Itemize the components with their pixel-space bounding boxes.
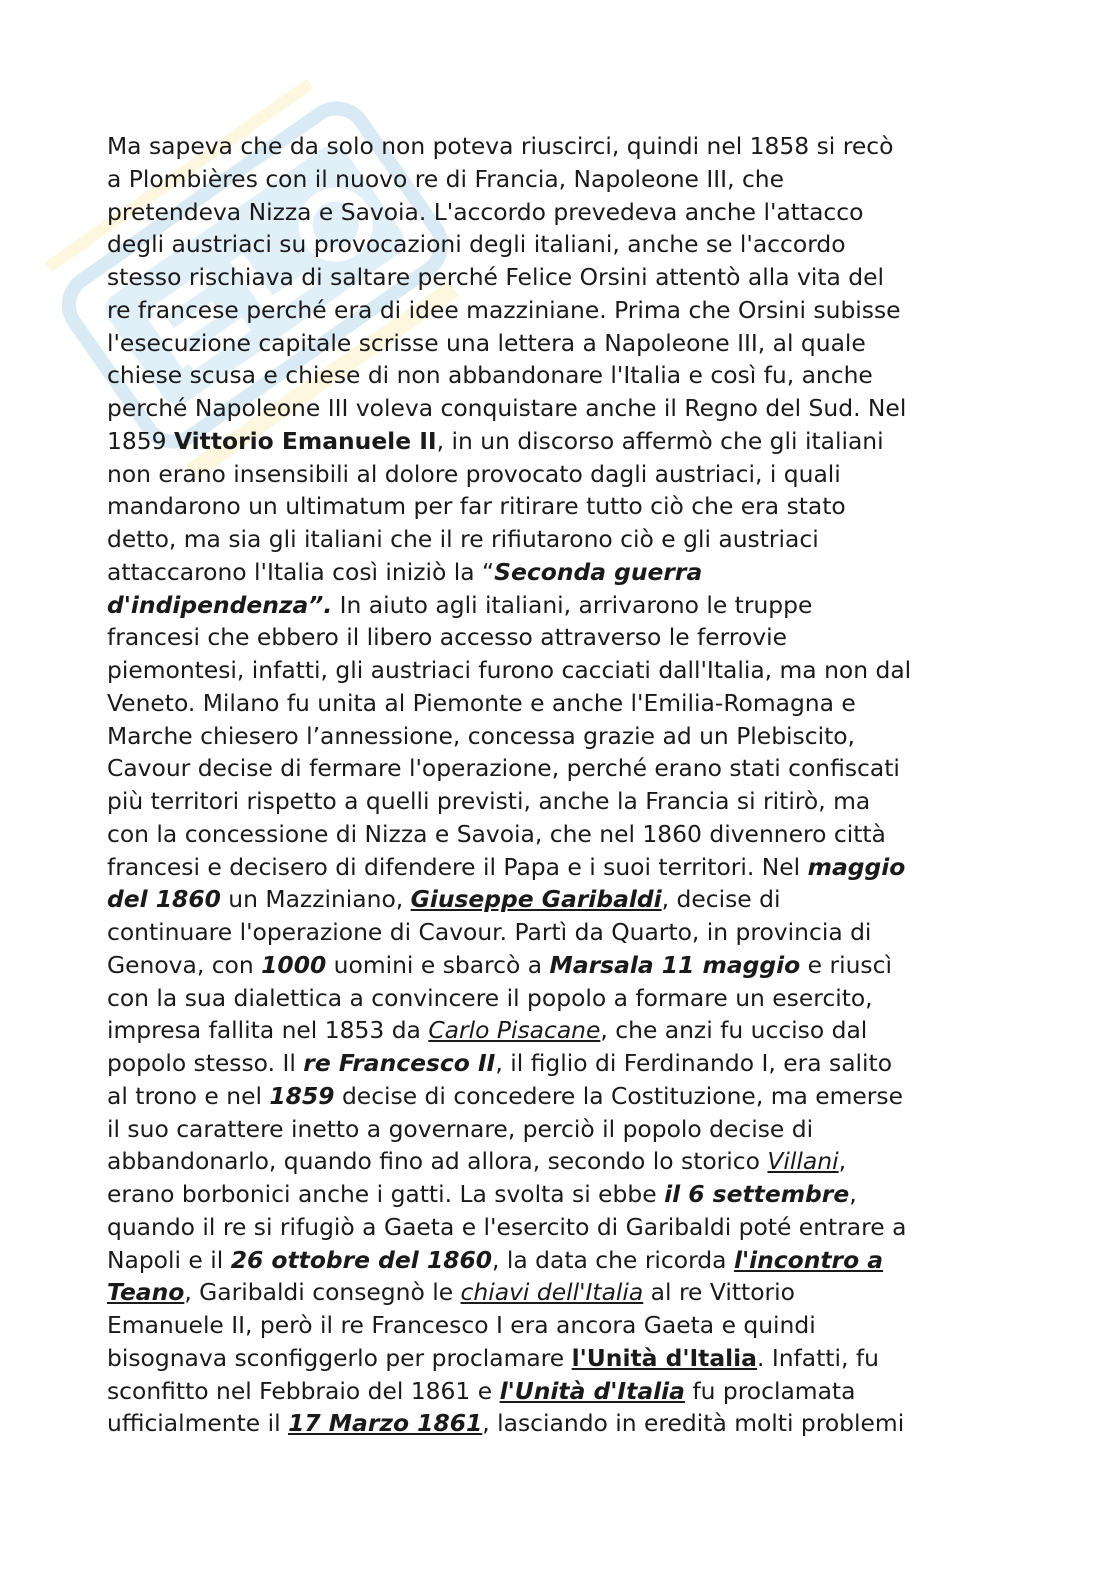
- text-run: abbandonarlo, quando fino ad allora, secondo lo storico: [107, 1147, 768, 1176]
- text-line: [107, 785, 1012, 818]
- text-run: Ma sapeva che da solo non poteva riuscirci, quindi nel 1858 si recò: [107, 132, 894, 160]
- text-line: [107, 392, 1012, 425]
- text-run: , decise di: [661, 885, 781, 914]
- text-run: popolo stesso. Il: [107, 1049, 304, 1077]
- text-line: [107, 261, 1012, 294]
- text-line: [107, 818, 1012, 851]
- emphasized-text: 1000: [261, 950, 327, 979]
- text-run: Marche chiesero l’annessione, concessa grazie ad un Plebiscito,: [107, 721, 855, 750]
- text-line: [107, 687, 1012, 720]
- text-line: [107, 1047, 1012, 1080]
- text-run: , in un discorso affermò che gli italiani: [436, 426, 884, 455]
- text-line: [107, 1014, 1012, 1047]
- text-run: degli austriaci su provocazioni degli italiani, anche se l'accordo: [107, 230, 846, 259]
- text-run: bisognava sconfiggerlo per proclamare: [107, 1343, 572, 1372]
- text-line: [107, 163, 1012, 196]
- text-run: , Garibaldi consegnò le: [184, 1278, 461, 1307]
- text-line: [107, 1211, 1012, 1244]
- text-run: Emanuele II, però il re Francesco I era ancora Gaeta e quindi: [107, 1311, 816, 1339]
- document-body: [107, 130, 1012, 1440]
- text-line: [107, 130, 1012, 163]
- text-line: [107, 1244, 1012, 1277]
- text-run: In aiuto agli italiani, arrivarono le truppe: [332, 590, 813, 619]
- text-run: con la sua dialettica a convincere il popolo a formare un esercito,: [107, 983, 873, 1012]
- text-run: mandarono un ultimatum per far ritirare tutto ciò che era stato: [107, 492, 846, 521]
- emphasized-text: Giuseppe Garibaldi: [410, 885, 662, 914]
- emphasized-text: Seconda guerra: [494, 557, 703, 586]
- text-line: [107, 1375, 1012, 1408]
- text-run: francesi che ebbero il libero accesso attraverso le ferrovie: [107, 623, 788, 652]
- text-run: chiese scusa e chiese di non abbandonare l'Italia e così fu, anche: [107, 361, 873, 390]
- text-run: al re Vittorio: [643, 1278, 795, 1307]
- text-line: [107, 1080, 1012, 1113]
- text-run: , che anzi fu ucciso dal: [600, 1016, 868, 1045]
- emphasized-text: Villani: [767, 1147, 839, 1176]
- emphasized-text: l'Unità d'Italia: [571, 1343, 757, 1372]
- text-run: a Plombières con il nuovo re di Francia, Napoleone III, che: [107, 164, 785, 193]
- text-line: [107, 523, 1012, 556]
- text-run: Napoli e il: [107, 1245, 231, 1274]
- text-run: decise di concedere la Costituzione, ma emerse: [334, 1081, 904, 1110]
- text-line: [107, 1309, 1012, 1342]
- text-line: [107, 1145, 1012, 1178]
- text-line: [107, 883, 1012, 916]
- text-run: detto, ma sia gli italiani che il re rifiutarono ciò e gli austriaci: [107, 525, 819, 553]
- text-run: fu proclamata: [684, 1376, 856, 1405]
- text-run: uomini e sbarcò a: [326, 950, 550, 979]
- text-run: erano borbonici anche i gatti. La svolta si ebbe: [107, 1180, 665, 1208]
- emphasized-text: re Francesco II: [303, 1049, 496, 1077]
- emphasized-text: Vittorio Emanuele II: [173, 426, 437, 455]
- text-run: e riuscì: [800, 950, 892, 979]
- text-line: [107, 1407, 1012, 1440]
- text-line: [107, 654, 1012, 687]
- text-line: [107, 294, 1012, 327]
- emphasized-text: Carlo Pisacane: [428, 1016, 601, 1045]
- text-run: re francese perché era di idee mazziniane. Prima che Orsini subisse: [107, 295, 901, 324]
- text-run: pretendeva Nizza e Savoia. L'accordo prevedeva anche l'attacco: [107, 197, 864, 226]
- emphasized-text: l'Unità d'Italia: [499, 1376, 685, 1405]
- emphasized-text: 17 Marzo 1861: [288, 1409, 483, 1438]
- emphasized-text: 1859: [269, 1081, 335, 1110]
- text-run: con la concessione di Nizza e Savoia, che nel 1860 divennero città: [107, 819, 886, 848]
- text-run: ,: [838, 1147, 847, 1176]
- text-line: [107, 752, 1012, 785]
- text-line: [107, 490, 1012, 523]
- text-run: sconfitto nel Febbraio del 1861 e: [107, 1376, 500, 1405]
- emphasized-text: chiavi dell'Italia: [460, 1278, 644, 1307]
- text-line: [107, 458, 1012, 491]
- text-run: francesi e decisero di difendere il Papa e i suoi territori. Nel: [107, 852, 808, 881]
- text-line: [107, 851, 1012, 884]
- text-run: quando il re si rifugiò a Gaeta e l'esercito di Garibaldi poté entrare a: [107, 1212, 907, 1241]
- text-run: al trono e nel: [107, 1081, 270, 1110]
- text-line: [107, 1113, 1012, 1146]
- text-run: Cavour decise di fermare l'operazione, perché erano stati confiscati: [107, 754, 900, 783]
- text-line: [107, 425, 1012, 458]
- text-run: attaccarono l'Italia così iniziò la “: [107, 557, 495, 586]
- text-run: stesso rischiava di saltare perché Felice Orsini attentò alla vita del: [107, 263, 885, 291]
- text-line: [107, 949, 1012, 982]
- emphasized-text: il 6 settembre: [664, 1180, 850, 1208]
- text-line: [107, 720, 1012, 753]
- text-run: impresa fallita nel 1853 da: [107, 1016, 429, 1045]
- emphasized-text: d'indipendenza”.: [107, 590, 333, 619]
- text-run: l'esecuzione capitale scrisse una lettera a Napoleone III, al quale: [107, 328, 866, 357]
- emphasized-text: Teano: [107, 1278, 185, 1307]
- text-run: . Infatti, fu: [756, 1343, 879, 1372]
- emphasized-text: Marsala 11 maggio: [549, 950, 801, 979]
- text-run: 1859: [107, 426, 174, 455]
- text-run: piemontesi, infatti, gli austriaci furono cacciati dall'Italia, ma non dal: [107, 656, 912, 684]
- text-line: [107, 589, 1012, 622]
- text-line: [107, 196, 1012, 229]
- text-run: Veneto. Milano fu unita al Piemonte e anche l'Emilia-Romagna e: [107, 688, 856, 717]
- text-run: , lasciando in eredità molti problemi: [482, 1409, 905, 1438]
- emphasized-text: 26 ottobre del 1860: [230, 1245, 493, 1274]
- text-line: [107, 982, 1012, 1015]
- text-run: perché Napoleone III voleva conquistare anche il Regno del Sud. Nel: [107, 394, 907, 422]
- emphasized-text: maggio: [807, 852, 906, 881]
- text-run: non erano insensibili al dolore provocato dagli austriaci, i quali: [107, 459, 841, 488]
- text-run: Genova, con: [107, 950, 262, 979]
- text-line: [107, 228, 1012, 261]
- text-line: [107, 359, 1012, 392]
- text-run: ,: [849, 1180, 857, 1208]
- text-run: ufficialmente il: [107, 1409, 289, 1438]
- text-run: il suo carattere inetto a governare, perciò il popolo decise di: [107, 1114, 814, 1143]
- emphasized-text: l'incontro a: [733, 1245, 884, 1274]
- text-run: , la data che ricorda: [492, 1245, 734, 1274]
- text-line: [107, 621, 1012, 654]
- text-line: [107, 1342, 1012, 1375]
- text-line: [107, 1276, 1012, 1309]
- text-line: [107, 1178, 1012, 1211]
- text-run: , il figlio di Ferdinando I, era salito: [495, 1049, 893, 1077]
- text-line: [107, 916, 1012, 949]
- text-run: continuare l'operazione di Cavour. Partì da Quarto, in provincia di: [107, 918, 872, 946]
- text-run: un Mazziniano,: [220, 885, 411, 914]
- text-line: [107, 556, 1012, 589]
- emphasized-text: del 1860: [107, 885, 221, 914]
- text-line: [107, 327, 1012, 360]
- text-run: più territori rispetto a quelli previsti, anche la Francia si ritirò, ma: [107, 787, 871, 815]
